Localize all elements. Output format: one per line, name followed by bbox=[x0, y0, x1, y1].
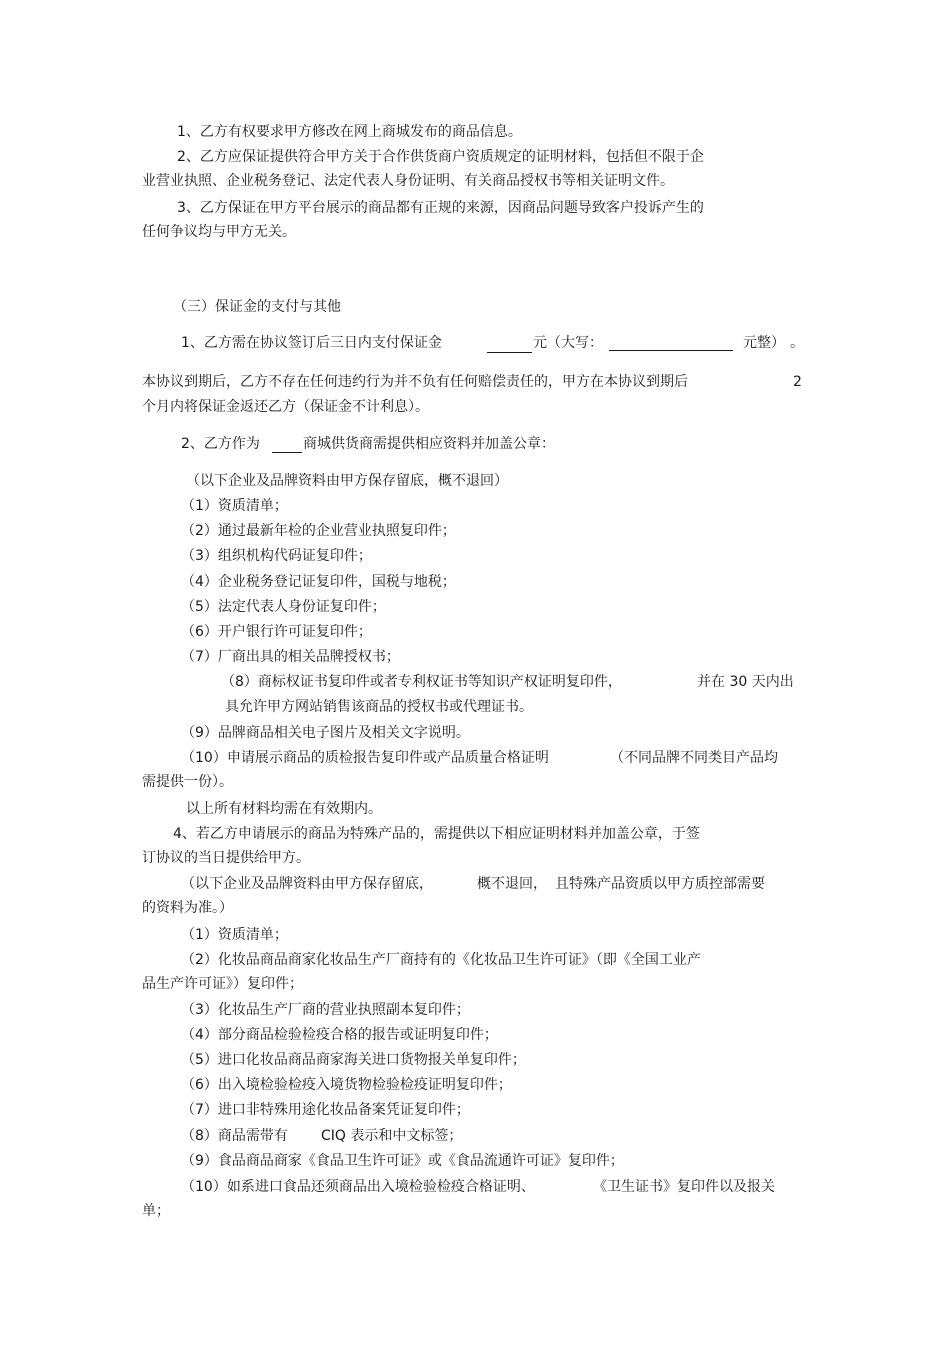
text-line: 1、乙方需在协议签订后三日内支付保证金 bbox=[181, 335, 442, 351]
text-line: （以下企业及品牌资料由甲方保存留底， bbox=[181, 876, 433, 892]
text-line: 1、乙方有权要求甲方修改在网上商城发布的商品信息。 bbox=[177, 124, 522, 140]
blank-underline bbox=[609, 350, 733, 351]
text-line: 本协议到期后，乙方不存在任何违约行为并不负有任何赔偿责任的，甲方在本协议到期后 bbox=[142, 374, 688, 390]
list-item: （7）进口非特殊用途化妆品备案凭证复印件； bbox=[181, 1102, 470, 1118]
text-line: （以下企业及品牌资料由甲方保存留底，概不退回） bbox=[186, 473, 508, 489]
list-item: 并在 30 天内出 bbox=[697, 674, 794, 690]
list-item: （1）资质清单； bbox=[181, 927, 288, 943]
list-item: 《卫生证书》复印件以及报关 bbox=[593, 1179, 775, 1195]
text-line: 3、乙方保证在甲方平台展示的商品都有正规的来源，因商品问题导致客户投诉产生的 bbox=[177, 200, 704, 216]
list-item: （9）食品商品商家《食品卫生许可证》或《食品流通许可证》复印件； bbox=[181, 1153, 624, 1169]
list-item: （9）品牌商品相关电子图片及相关文字说明。 bbox=[181, 725, 470, 741]
list-item: （2）通过最新年检的企业营业执照复印件； bbox=[181, 523, 456, 539]
list-item: （8）商标权证书复印件或者专利权证书等知识产权证明复印件， bbox=[221, 674, 622, 690]
list-item: （10）申请展示商品的质检报告复印件或产品质量合格证明 bbox=[181, 750, 549, 766]
text-line: 4、若乙方申请展示的商品为特殊产品的，需提供以下相应证明材料并加盖公章，于签 bbox=[173, 826, 700, 842]
list-item: （10）如系进口食品还须商品出入境检验检疫合格证明、 bbox=[181, 1179, 535, 1195]
list-item: （7）厂商出具的相关品牌授权书； bbox=[181, 649, 400, 665]
list-item: （2）化妆品商品商家化妆品生产厂商持有的《化妆品卫生许可证》（即《全国工业产 bbox=[181, 952, 701, 968]
text-line: 2、乙方应保证提供符合甲方关于合作供货商户资质规定的证明材料，包括但不限于企 bbox=[177, 149, 704, 165]
list-item: （不同品牌不同类目产品均 bbox=[610, 750, 778, 766]
list-item: 需提供一份）。 bbox=[142, 774, 233, 790]
text-line: 元（大写： bbox=[533, 335, 603, 351]
list-item: 品生产许可证》）复印件； bbox=[142, 976, 303, 992]
blank-underline bbox=[272, 452, 302, 453]
list-item: （8）商品需带有 bbox=[181, 1128, 288, 1144]
text-line: 商城供货商需提供相应资料并加盖公章： bbox=[303, 436, 555, 452]
text-line: 且特殊产品资质以甲方质控部需要 bbox=[555, 876, 765, 892]
text-line: 订协议的当日提供给甲方。 bbox=[142, 850, 310, 866]
list-item: （1）资质清单； bbox=[181, 498, 288, 514]
list-item: （4）企业税务登记证复印件，国税与地税； bbox=[181, 574, 456, 590]
blank-underline bbox=[487, 352, 532, 353]
text-line: 2、乙方作为 bbox=[181, 436, 260, 452]
text-line: 以上所有材料均需在有效期内。 bbox=[186, 801, 382, 817]
text-line: 任何争议均与甲方无关。 bbox=[142, 224, 296, 240]
list-item: （5）进口化妆品商品商家海关进口货物报关单复印件； bbox=[181, 1052, 526, 1068]
text-line: 业营业执照、企业税务登记、法定代表人身份证明、有关商品授权书等相关证明文件。 bbox=[142, 173, 674, 189]
list-item: （6）开户银行许可证复印件； bbox=[181, 624, 372, 640]
list-item: （6）出入境检验检疫入境货物检验检疫证明复印件； bbox=[181, 1077, 512, 1093]
text-line: 个月内将保证金返还乙方（保证金不计利息）。 bbox=[142, 399, 429, 415]
list-item: （5）法定代表人身份证复印件； bbox=[181, 599, 386, 615]
list-item: 具允许甲方网站销售该商品的授权书或代理证书。 bbox=[225, 699, 533, 715]
text-line: 。 bbox=[790, 335, 804, 351]
text-line: 元整） bbox=[743, 335, 785, 351]
list-item: （3）化妆品生产厂商的营业执照副本复印件； bbox=[181, 1002, 470, 1018]
list-item: CIQ 表示和中文标签； bbox=[321, 1128, 463, 1144]
text-line: 概不退回， bbox=[477, 876, 547, 892]
list-item: 单； bbox=[142, 1203, 170, 1219]
list-item: （3）组织机构代码证复印件； bbox=[181, 548, 372, 564]
text-line: 的资料为准。） bbox=[142, 900, 233, 916]
text-line: 2 bbox=[793, 374, 802, 390]
list-item: （4）部分商品检验检疫合格的报告或证明复印件； bbox=[181, 1027, 498, 1043]
section-heading: （三）保证金的支付与其他 bbox=[173, 299, 341, 315]
